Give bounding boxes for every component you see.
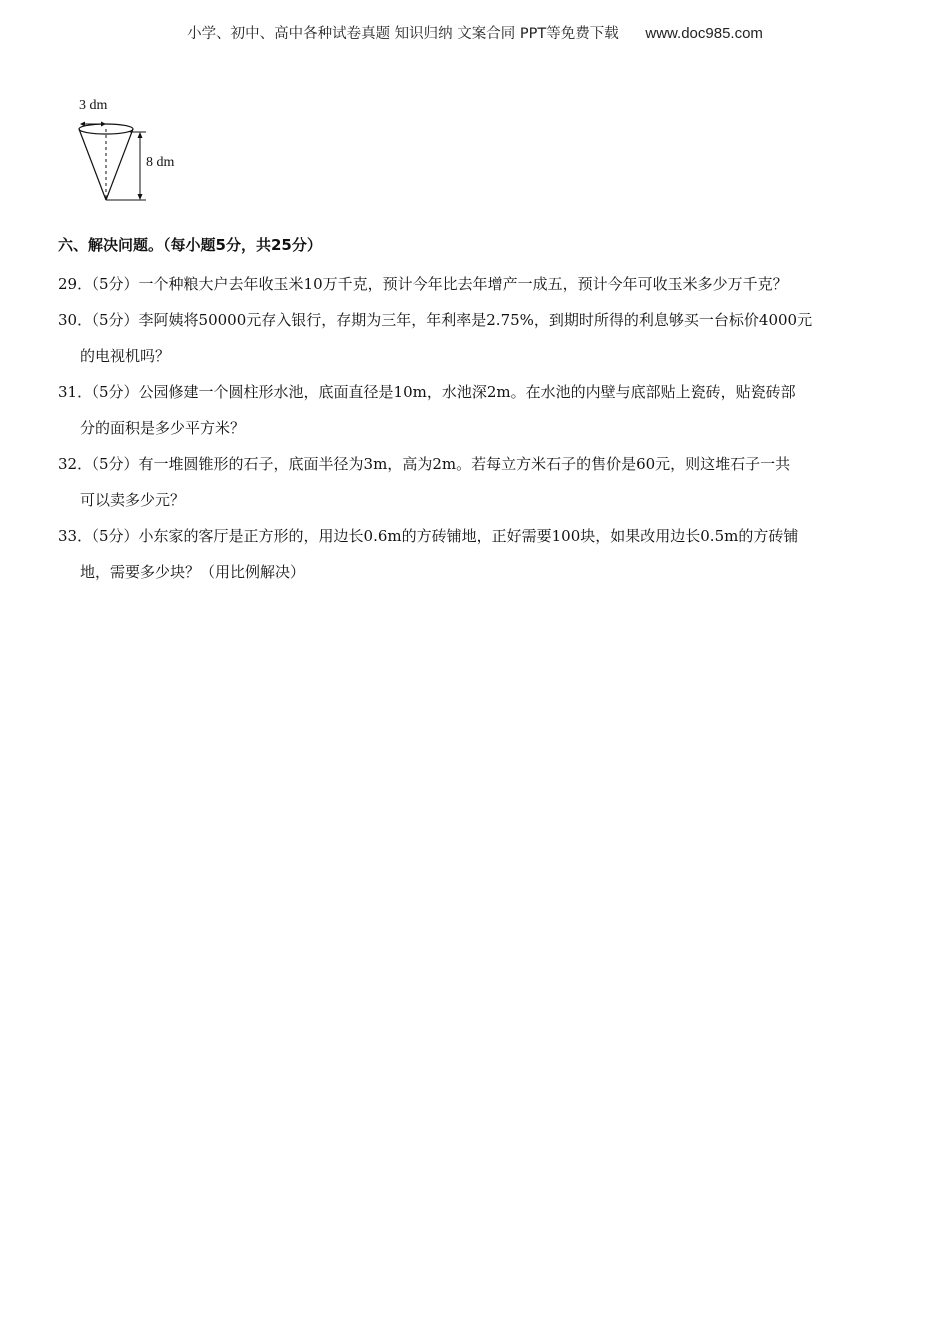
radius-arrow-right [101, 122, 106, 127]
question-text: （5分）李阿姨将50000元存入银行，存期为三年，年利率是2.75%，到期时所得的利息够买一台标价4000元 [84, 311, 813, 329]
question-29 [58, 266, 894, 302]
question-text: （5分）有一堆圆锥形的石子，底面半径为3m，高为2m。若每立方米石子的售价是60元，则这堆石子一共 [84, 455, 791, 473]
question-33 [58, 518, 894, 590]
page-header [0, 22, 950, 43]
question-list [58, 266, 894, 590]
cone-diagram [74, 92, 194, 207]
question-text: （5分）小东家的客厅是正方形的，用边长0.6m的方砖铺地，正好需要100块，如果改用边长0.5m的方砖铺 [84, 527, 799, 545]
section-title: 六、解决问题。（每小题5分，共25分） [58, 236, 322, 254]
question-32 [58, 446, 894, 518]
question-30 [58, 302, 894, 374]
question-number: 29． [58, 275, 93, 293]
cone-side-right [106, 129, 133, 200]
cone-side-left [79, 129, 106, 200]
question-text-cont: 可以卖多少元？ [80, 491, 186, 509]
radius-label: 3 dm [79, 98, 108, 113]
question-text-cont: 分的面积是多少平方米？ [80, 419, 246, 437]
height-label: 8 dm [146, 155, 175, 170]
question-text-cont: 地，需要多少块？（用比例解决） [80, 563, 306, 581]
question-text: （5分）公园修建一个圆柱形水池，底面直径是10m，水池深2m。在水池的内壁与底部贴上瓷砖，贴瓷砖部 [84, 383, 796, 401]
question-text-cont: 的电视机吗？ [80, 347, 171, 365]
radius-arrow-left [80, 122, 85, 127]
cone-figure [74, 92, 194, 207]
height-arrow-top [138, 132, 143, 138]
header-url[interactable]: www.doc985.com [645, 25, 763, 42]
question-text: （5分）一个种粮大户去年收玉米10万千克，预计今年比去年增产一成五，预计今年可收玉米多少万千克？ [84, 275, 788, 293]
question-number: 33． [58, 527, 93, 545]
header-text: 小学、初中、高中各种试卷真题 知识归纳 文案合同 PPT等免费下载 [187, 26, 619, 42]
height-arrow-bottom [138, 194, 143, 200]
question-31 [58, 374, 894, 446]
question-number: 31． [58, 383, 93, 401]
question-number: 32． [58, 455, 93, 473]
question-number: 30． [58, 311, 93, 329]
